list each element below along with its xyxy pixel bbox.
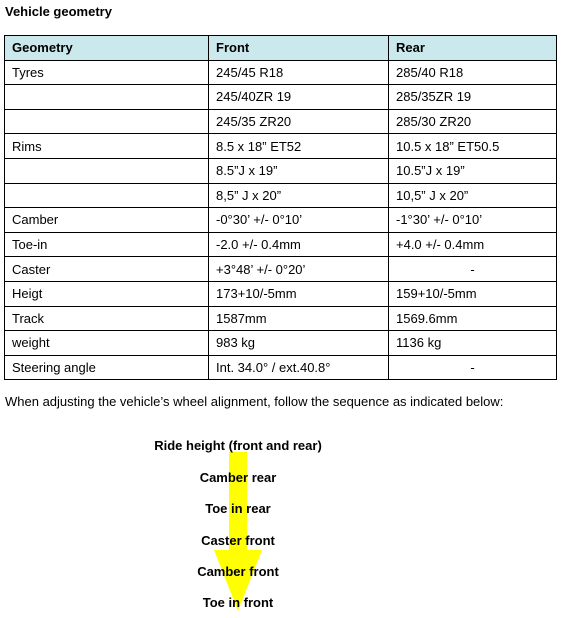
table-cell-rear: - <box>389 355 557 380</box>
table-cell-rear: 285/30 ZR20 <box>389 109 557 134</box>
sequence-step-toe-in-front: Toe in front <box>202 595 274 610</box>
sequence-step-camber-front: Camber front <box>197 564 279 579</box>
table-cell-rear: - <box>389 257 557 282</box>
column-header-front: Front <box>209 36 389 61</box>
table-cell-rear: 10.5 x 18” ET50.5 <box>389 134 557 159</box>
table-cell-rear: +4.0 +/- 0.4mm <box>389 232 557 257</box>
table-row <box>5 232 557 257</box>
table-cell-geometry: Toe-in <box>5 232 209 257</box>
table-header-row <box>5 36 557 61</box>
table-body <box>5 60 557 380</box>
table-cell-geometry <box>5 158 209 183</box>
table-row <box>5 60 557 85</box>
table-cell-front: 173+10/-5mm <box>209 281 389 306</box>
table-cell-geometry: Tyres <box>5 60 209 85</box>
table-cell-rear: 10,5” J x 20” <box>389 183 557 208</box>
geometry-table <box>4 35 557 380</box>
document-heading: Vehicle geometry <box>5 4 112 19</box>
table-cell-rear: 285/40 R18 <box>389 60 557 85</box>
column-header-rear: Rear <box>389 36 557 61</box>
table-cell-geometry: Caster <box>5 257 209 282</box>
table-cell-geometry: Heigt <box>5 281 209 306</box>
table-row <box>5 281 557 306</box>
table-row <box>5 331 557 356</box>
table-row <box>5 355 557 380</box>
down-arrow-icon <box>0 430 562 618</box>
sequence-step-camber-rear: Camber rear <box>199 470 277 485</box>
table-cell-front: 8.5 x 18” ET52 <box>209 134 389 159</box>
table-row <box>5 158 557 183</box>
alignment-instruction: When adjusting the vehicle’s wheel alignment, follow the sequence as indicated below: <box>5 394 504 409</box>
table-row <box>5 85 557 110</box>
table-row <box>5 306 557 331</box>
table-cell-front: Int. 34.0° / ext.40.8° <box>209 355 389 380</box>
table-cell-geometry <box>5 109 209 134</box>
alignment-sequence <box>0 430 562 618</box>
table-cell-front: 8.5”J x 19” <box>209 158 389 183</box>
table-cell-geometry: weight <box>5 331 209 356</box>
sequence-step-ride-height: Ride height (front and rear) <box>154 438 322 453</box>
table-cell-geometry: Camber <box>5 208 209 233</box>
table-cell-front: 8,5” J x 20” <box>209 183 389 208</box>
table-cell-rear: 1569.6mm <box>389 306 557 331</box>
table-row <box>5 109 557 134</box>
table-cell-rear: 159+10/-5mm <box>389 281 557 306</box>
sequence-step-toe-in-rear: Toe in rear <box>205 501 271 516</box>
table-cell-geometry: Track <box>5 306 209 331</box>
table-cell-front: +3°48’ +/- 0°20’ <box>209 257 389 282</box>
table-cell-front: 245/35 ZR20 <box>209 109 389 134</box>
table-cell-front: -2.0 +/- 0.4mm <box>209 232 389 257</box>
table-cell-front: 245/45 R18 <box>209 60 389 85</box>
table-cell-geometry: Steering angle <box>5 355 209 380</box>
sequence-step-caster-front: Caster front <box>201 533 275 548</box>
table-cell-geometry <box>5 85 209 110</box>
table-cell-rear: 1136 kg <box>389 331 557 356</box>
table-row <box>5 183 557 208</box>
table-row <box>5 134 557 159</box>
table-cell-front: 983 kg <box>209 331 389 356</box>
table-cell-geometry: Rims <box>5 134 209 159</box>
table-cell-front: 1587mm <box>209 306 389 331</box>
table-cell-front: 245/40ZR 19 <box>209 85 389 110</box>
table-cell-geometry <box>5 183 209 208</box>
table-cell-rear: -1°30’ +/- 0°10’ <box>389 208 557 233</box>
table-cell-rear: 10.5”J x 19” <box>389 158 557 183</box>
table-row <box>5 257 557 282</box>
table-row <box>5 208 557 233</box>
table-cell-front: -0°30’ +/- 0°10’ <box>209 208 389 233</box>
table-cell-rear: 285/35ZR 19 <box>389 85 557 110</box>
column-header-geometry: Geometry <box>5 36 209 61</box>
